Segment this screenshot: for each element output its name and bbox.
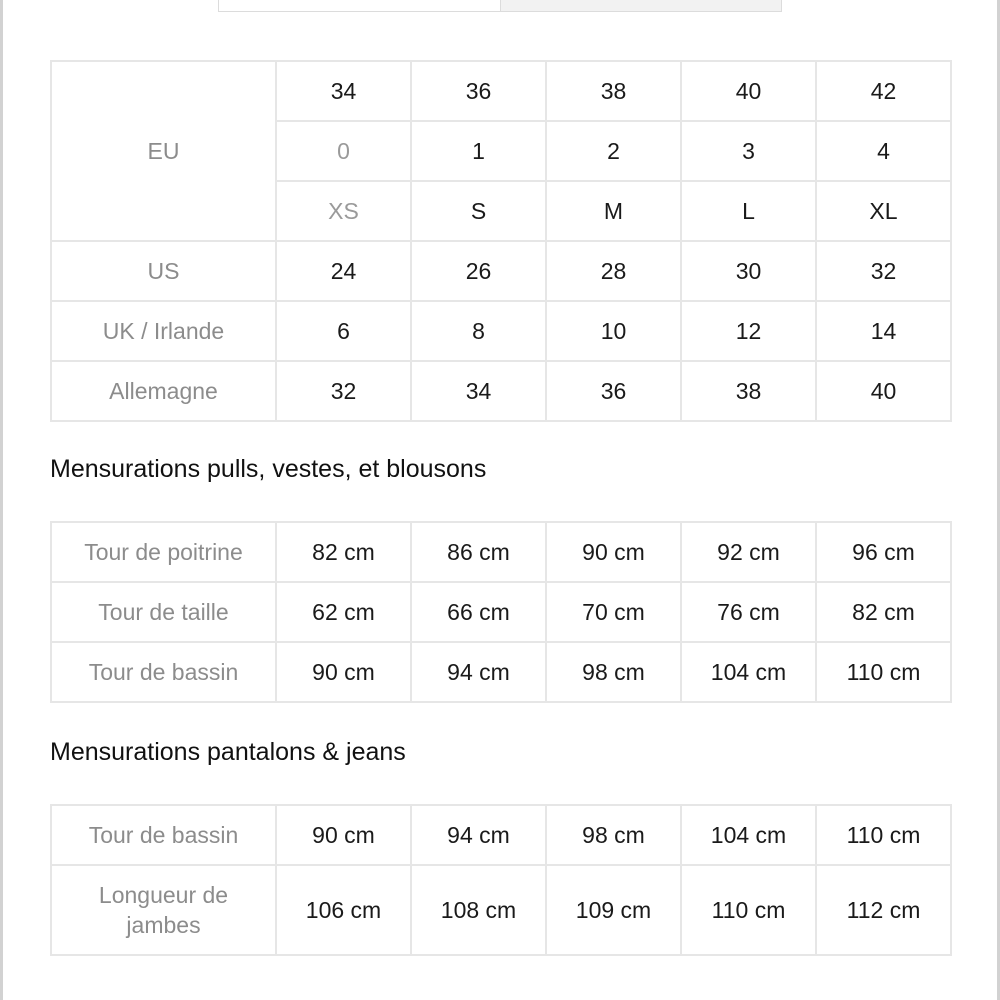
table-cell: 42 bbox=[816, 61, 951, 121]
table-cell: 14 bbox=[816, 301, 951, 361]
tops-section-title: Mensurations pulls, vestes, et blousons bbox=[50, 455, 487, 483]
table-cell: 36 bbox=[546, 361, 681, 421]
table-row bbox=[51, 642, 951, 702]
table-cell: 106 cm bbox=[276, 865, 411, 955]
table-row bbox=[51, 61, 951, 121]
table-cell: 112 cm bbox=[816, 865, 951, 955]
table-cell: 10 bbox=[546, 301, 681, 361]
table-row bbox=[51, 361, 951, 421]
row-label: Longueur de jambes bbox=[51, 865, 276, 955]
table-cell: 12 bbox=[681, 301, 816, 361]
table-cell: 104 cm bbox=[681, 642, 816, 702]
table-cell: 40 bbox=[816, 361, 951, 421]
row-label-eu: EU bbox=[51, 61, 276, 241]
table-cell: M bbox=[546, 181, 681, 241]
table-cell: 3 bbox=[681, 121, 816, 181]
table-cell: 90 cm bbox=[276, 805, 411, 865]
table-cell: 24 bbox=[276, 241, 411, 301]
table-cell: 62 cm bbox=[276, 582, 411, 642]
table-cell: 98 cm bbox=[546, 805, 681, 865]
table-cell: 4 bbox=[816, 121, 951, 181]
table-row bbox=[51, 522, 951, 582]
table-cell: 94 cm bbox=[411, 642, 546, 702]
window-border-left bbox=[0, 0, 3, 1000]
table-row bbox=[51, 805, 951, 865]
pants-section-title: Mensurations pantalons & jeans bbox=[50, 738, 406, 766]
table-cell: 38 bbox=[546, 61, 681, 121]
table-cell: 28 bbox=[546, 241, 681, 301]
table-cell: 109 cm bbox=[546, 865, 681, 955]
table-cell: 108 cm bbox=[411, 865, 546, 955]
row-label: Tour de taille bbox=[51, 582, 276, 642]
table-row bbox=[51, 865, 951, 955]
table-cell: 8 bbox=[411, 301, 546, 361]
table-cell: 6 bbox=[276, 301, 411, 361]
tab-left[interactable] bbox=[218, 0, 501, 12]
table-cell: 90 cm bbox=[546, 522, 681, 582]
table-cell: 34 bbox=[411, 361, 546, 421]
table-cell: 66 cm bbox=[411, 582, 546, 642]
size-tabs bbox=[218, 0, 782, 12]
table-cell: 34 bbox=[276, 61, 411, 121]
tops-measurements-table bbox=[50, 521, 952, 703]
table-cell: S bbox=[411, 181, 546, 241]
table-cell: XL bbox=[816, 181, 951, 241]
table-cell: 1 bbox=[411, 121, 546, 181]
table-cell: 70 cm bbox=[546, 582, 681, 642]
table-cell: 30 bbox=[681, 241, 816, 301]
size-conversion-table bbox=[50, 60, 952, 422]
table-cell: 36 bbox=[411, 61, 546, 121]
row-label: UK / Irlande bbox=[51, 301, 276, 361]
table-cell: 98 cm bbox=[546, 642, 681, 702]
table-cell: 96 cm bbox=[816, 522, 951, 582]
row-label: Tour de bassin bbox=[51, 805, 276, 865]
table-cell: XS bbox=[276, 181, 411, 241]
tab-right[interactable] bbox=[501, 0, 783, 12]
table-row bbox=[51, 241, 951, 301]
table-cell: 90 cm bbox=[276, 642, 411, 702]
row-label: US bbox=[51, 241, 276, 301]
table-cell: 104 cm bbox=[681, 805, 816, 865]
table-cell: 40 bbox=[681, 61, 816, 121]
table-cell: 0 bbox=[276, 121, 411, 181]
table-cell: 38 bbox=[681, 361, 816, 421]
row-label: Tour de poitrine bbox=[51, 522, 276, 582]
table-cell: 82 cm bbox=[816, 582, 951, 642]
pants-measurements-table bbox=[50, 804, 952, 956]
table-cell: 32 bbox=[816, 241, 951, 301]
row-label: Tour de bassin bbox=[51, 642, 276, 702]
table-cell: 26 bbox=[411, 241, 546, 301]
table-cell: 82 cm bbox=[276, 522, 411, 582]
table-cell: 110 cm bbox=[816, 805, 951, 865]
table-row bbox=[51, 582, 951, 642]
table-cell: 94 cm bbox=[411, 805, 546, 865]
table-cell: 110 cm bbox=[681, 865, 816, 955]
table-cell: L bbox=[681, 181, 816, 241]
row-label: Allemagne bbox=[51, 361, 276, 421]
table-cell: 32 bbox=[276, 361, 411, 421]
table-cell: 2 bbox=[546, 121, 681, 181]
table-cell: 92 cm bbox=[681, 522, 816, 582]
table-cell: 110 cm bbox=[816, 642, 951, 702]
table-cell: 86 cm bbox=[411, 522, 546, 582]
table-cell: 76 cm bbox=[681, 582, 816, 642]
table-row bbox=[51, 301, 951, 361]
